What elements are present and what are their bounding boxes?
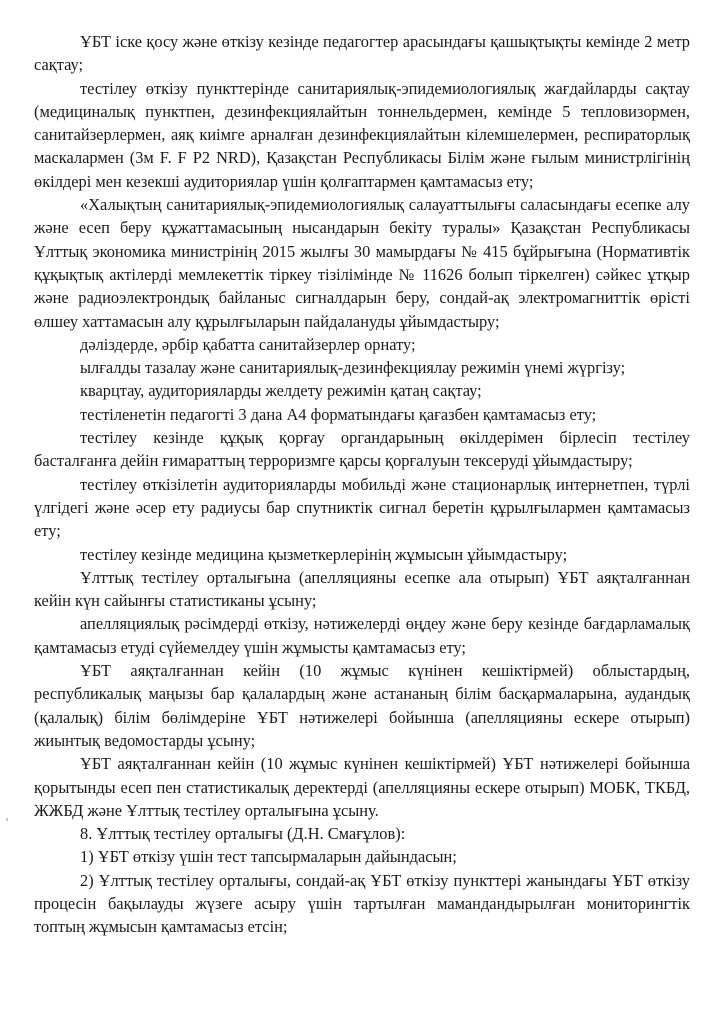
document-page [34,30,690,939]
section-heading-testing-center: 8. Ұлттық тестілеу орталығы (Д.Н. Смағұлов): [80,824,406,844]
paragraph-daily-statistics: Ұлттық тестілеу орталығына (апелляцияны есепке ала отырып) ҰБТ аяқталғаннан кейін күн сайынғы статистиканы ұсыну; [34,567,690,611]
paragraph-antiterror-check: тестілеу кезінде құқық қорғау органдарының өкілдерімен бірлесіп тестілеу басталғанға дейін ғимараттың терроризмге қарсы қорғалуын тексеруді ұйымдастыру; [34,428,690,471]
paragraph-final-report: ҰБТ аяқталғаннан кейін (10 жұмыс күнінен кешіктірмей) ҰБТ нәтижелері бойынша қорытынды есеп пен статистикалық деректерді (апелляцияны ескере отырып) МОБК, ТКБД, ЖЖБД және Ұлттық тестілеу орталығына ұсыну. [34,754,690,820]
list-item-test-tasks: 1) ҰБТ өткізу үшін тест тапсырмаларын дайындасын; [80,847,457,867]
list-item-monitoring-group: 2) Ұлттық тестілеу орталығы, сондай-ақ ҰБТ өткізу пункттері жанындағы ҰБТ өткізу процесін бақылауды жүзеге асыру үшін тартылған мамандандырылған мониторингтік топтың жұмысын қамтамасыз етсін; [34,870,690,937]
paragraph-sanitary-conditions: тестілеу өткізу пункттерінде санитариялық-эпидемиологиялық жағдайларды сақтау (медициналық пунктпен, дезинфекциялайтын тоннельдермен, кемінде 5 тепловизормен, санитайзерлермен, аяқ киімге арналған дезинфекциялайтын кілемшелермен, респираторлық маскалармен (3м F. F P2 NRD), Қазақстан Республикасы Білім және ғылым министрлігінің өкілдері мен кезекші аудиториялар үшін қолғаптармен қамтамасыз ету; [34,78,690,191]
paragraph-medical-staff: тестілеу кезінде медицина қызметкерлерінің жұмысын ұйымдастыру; [80,544,568,564]
paragraph-a4-paper: тестіленетін педагогті 3 дана А4 форматындағы қағазбен қамтамасыз ету; [80,404,597,424]
paragraph-internet-signal-devices: тестілеу өткізілетін аудиторияларды мобильді және стационарлық интернетпен, түрлі үлгідегі және әсер ету радиусы бар спутниктік сигнал беретін құрылғылармен қамтамасыз ету; [34,474,690,541]
paragraph-sanitizers-corridors: дәліздерде, әрбір қабатта санитайзерлер орнату; [80,334,416,354]
scan-artifact-dot [6,818,8,821]
paragraph-appeal-software: апелляциялық рәсімдерді өткізу, нәтижелерді өңдеу және беру кезінде бағдарламалық қамтамасыз етуді сүйемелдеу үшін жұмысты қамтамасыз ету; [34,614,690,657]
paragraph-signal-devices-order: «Халықтың санитариялық-эпидемиологиялық салауаттылығы саласындағы есепке алу және есеп беру құжаттамасының нысандарын бекіту туралы» Қазақстан Республикасы Ұлттық экономика министрінің 2015 жылғы 30 мамырдағы № 415 бұйрығына (Нормативтік құқықтық актілерді мемлекеттік тіркеу тізілімінде № 11626 болып тіркелген) сәйкес ұтқыр және радиоэлектрондық байланыс сигналдарын беру, сондай-ақ электромагниттік өрісті өлшеу хаттамасын алу құрылғыларын пайдалануды ұйымдастыру; [34,195,690,331]
paragraph-quartz-ventilation: кварцтау, аудиторияларды желдету режимін қатаң сақтау; [80,381,482,401]
paragraph-teacher-distance: ҰБТ іске қосу және өткізу кезінде педагогтер арасындағы қашықтықты кемінде 2 метр сақтау; [34,32,690,75]
paragraph-wet-cleaning: ылғалды тазалау және санитариялық-дезинфекциялау режимін үнемі жүргізу; [80,358,626,378]
paragraph-summary-statements: ҰБТ аяқталғаннан кейін (10 жұмыс күнінен кешіктірмей) облыстардың, республикалық маңызы бар қалалардың және астананың білім басқармаларына, аудандық (қалалық) білім бөлімдеріне ҰБТ нәтижелері бойынша (апелляцияны ескере отырып) жиынтық ведомостарды ұсыну; [34,661,690,750]
